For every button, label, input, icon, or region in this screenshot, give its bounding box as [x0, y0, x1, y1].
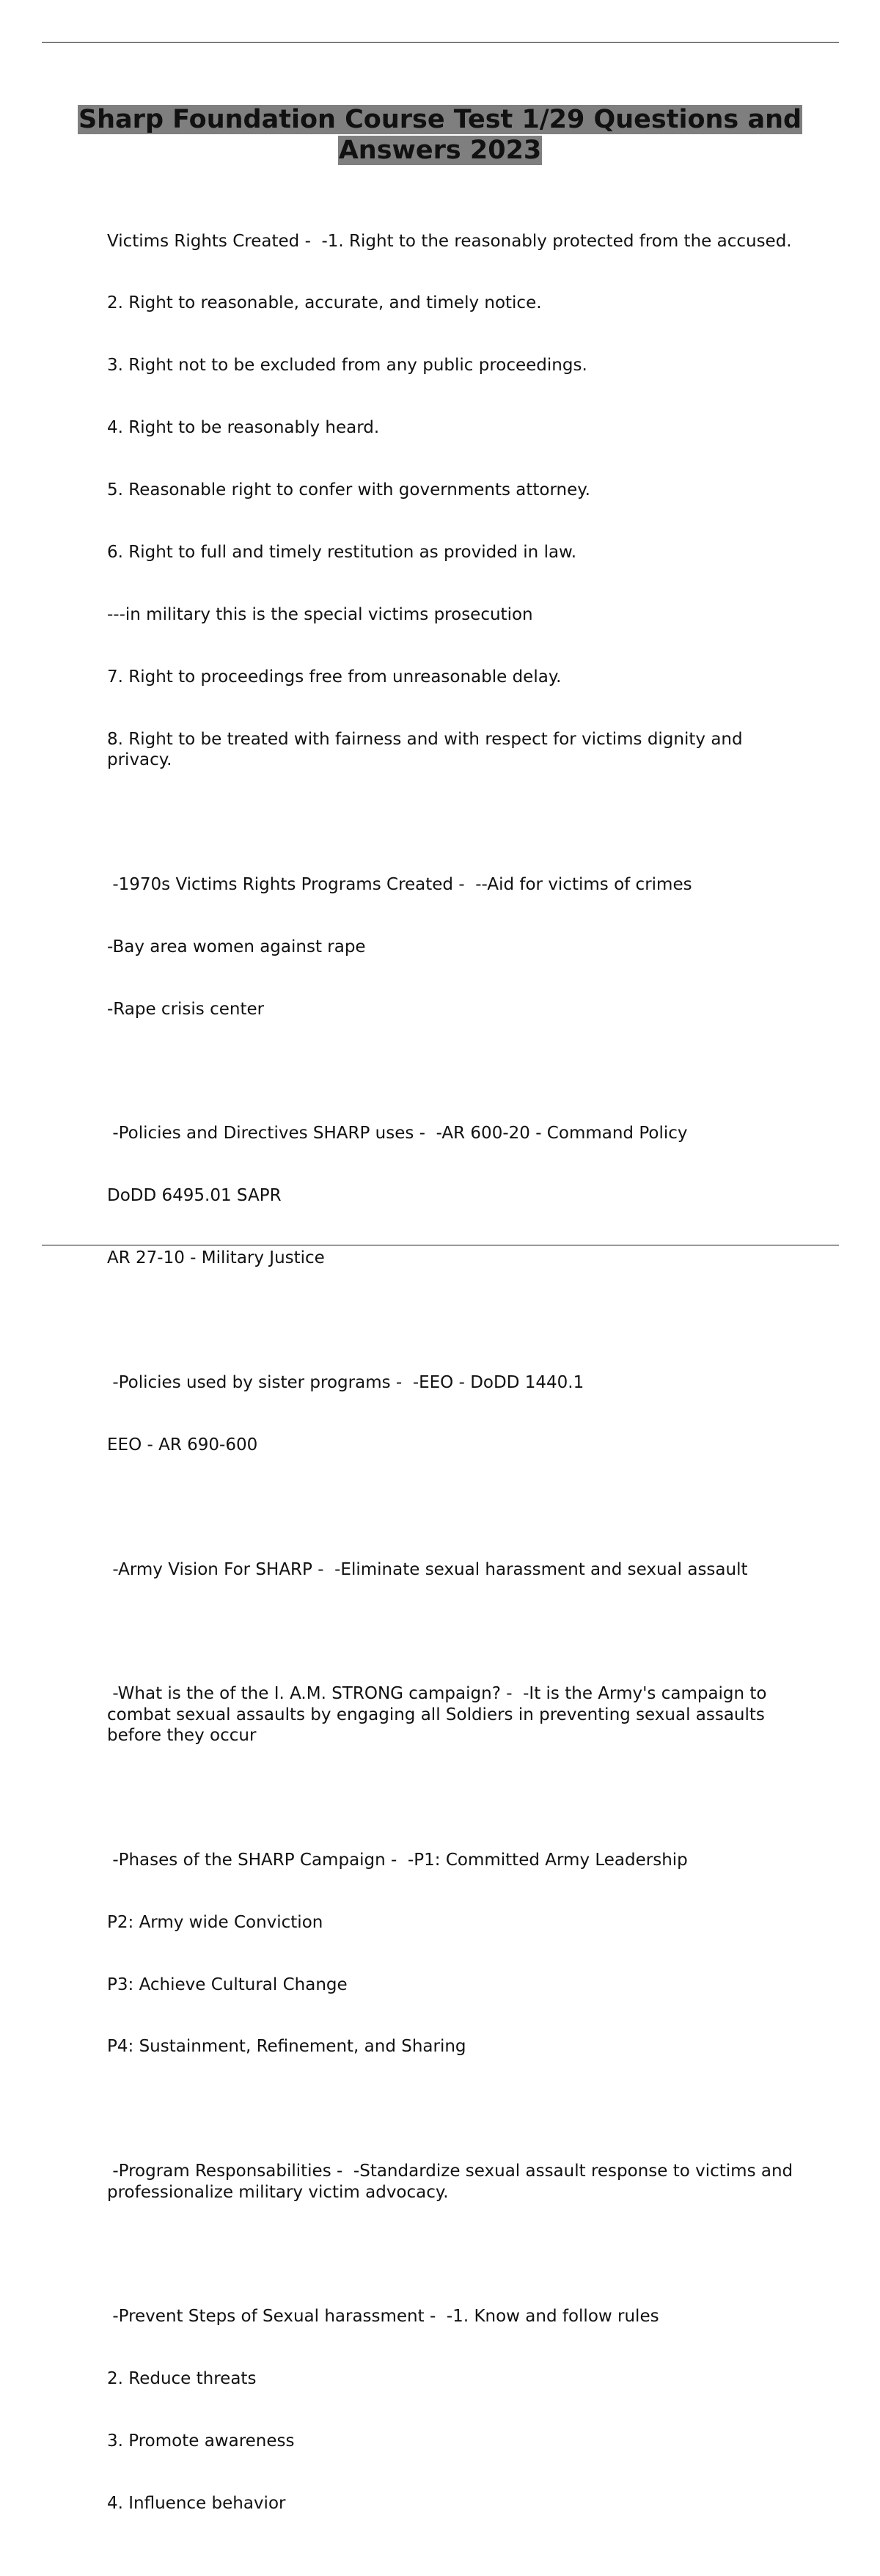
- qa-line: 4. Right to be reasonably heard.: [107, 418, 380, 438]
- qa-line: P2: Army wide Conviction: [107, 1912, 323, 1932]
- qa-line: ---in military this is the special victims prosecution: [107, 604, 533, 624]
- qa-line: -Policies used by sister programs - -EEO - DoDD 1440.1: [107, 1372, 584, 1392]
- qa-line: -Program Responsabilities - -Standardize sexual assault response to victims and professionalize military victim advocacy.: [107, 2162, 799, 2202]
- qa-line: -Phases of the SHARP Campaign - -P1: Committed Army Leadership: [107, 1850, 688, 1870]
- qa-line: 8. Right to be treated with fairness and with respect for victims dignity and privacy.: [107, 729, 748, 770]
- qa-list: [107, 189, 804, 2576]
- document-title-text: Sharp Foundation Course Test 1/29 Questions and Answers 2023: [78, 105, 802, 165]
- qa-item: [107, 1518, 804, 1621]
- qa-line: EEO - AR 690-600: [107, 1435, 258, 1455]
- qa-item: [107, 1808, 804, 2099]
- qa-item: [107, 833, 804, 1061]
- qa-line: AR 27-10 - Military Justice: [107, 1248, 325, 1268]
- qa-line: 3. Promote awareness: [107, 2432, 295, 2451]
- qa-line: -Prevent Steps of Sexual harassment - -1. Know and follow rules: [107, 2307, 659, 2327]
- qa-line: P3: Achieve Cultural Change: [107, 1975, 348, 1994]
- qa-line: 5. Reasonable right to confer with governments attorney.: [107, 480, 590, 500]
- qa-line: 7. Right to proceedings free from unreasonable delay.: [107, 667, 562, 687]
- qa-line: 2. Reduce threats: [107, 2369, 257, 2389]
- qa-line: P4: Sustainment, Refinement, and Sharing: [107, 2037, 466, 2057]
- qa-line: 3. Right not to be excluded from any public proceedings.: [107, 356, 587, 376]
- document-title: [73, 104, 807, 166]
- qa-line: -Rape crisis center: [107, 999, 265, 1019]
- qa-line: 2. Right to reasonable, accurate, and timely notice.: [107, 293, 542, 313]
- header-rule: [42, 42, 839, 43]
- qa-line: 6. Right to full and timely restitution as provided in law.: [107, 543, 577, 563]
- qa-line: -What is the of the I. A.M. STRONG campaign? - -It is the Army's campaign to combat sexual assaults by engaging all Soldiers in preventing sexual assaults before they occur: [107, 1684, 772, 1745]
- qa-line: -Bay area women against rape: [107, 937, 366, 956]
- qa-item: [107, 1642, 804, 1788]
- qa-item: [107, 1082, 804, 1310]
- qa-line: 4. Influence behavior: [107, 2493, 286, 2513]
- qa-item: [107, 2265, 804, 2555]
- qa-line: DoDD 6495.01 SAPR: [107, 1186, 282, 1206]
- qa-line: -Policies and Directives SHARP uses - -AR 600-20 - Command Policy: [107, 1124, 688, 1144]
- qa-line: -1970s Victims Rights Programs Created - --Aid for victims of crimes: [107, 874, 692, 894]
- qa-line: -Army Vision For SHARP - -Eliminate sexual harassment and sexual assault: [107, 1559, 748, 1579]
- qa-item: [107, 1331, 804, 1496]
- qa-line: Victims Rights Created - -1. Right to the reasonably protected from the accused.: [107, 231, 792, 251]
- qa-item: [107, 189, 804, 812]
- qa-item: [107, 2120, 804, 2244]
- title-block: [73, 104, 807, 166]
